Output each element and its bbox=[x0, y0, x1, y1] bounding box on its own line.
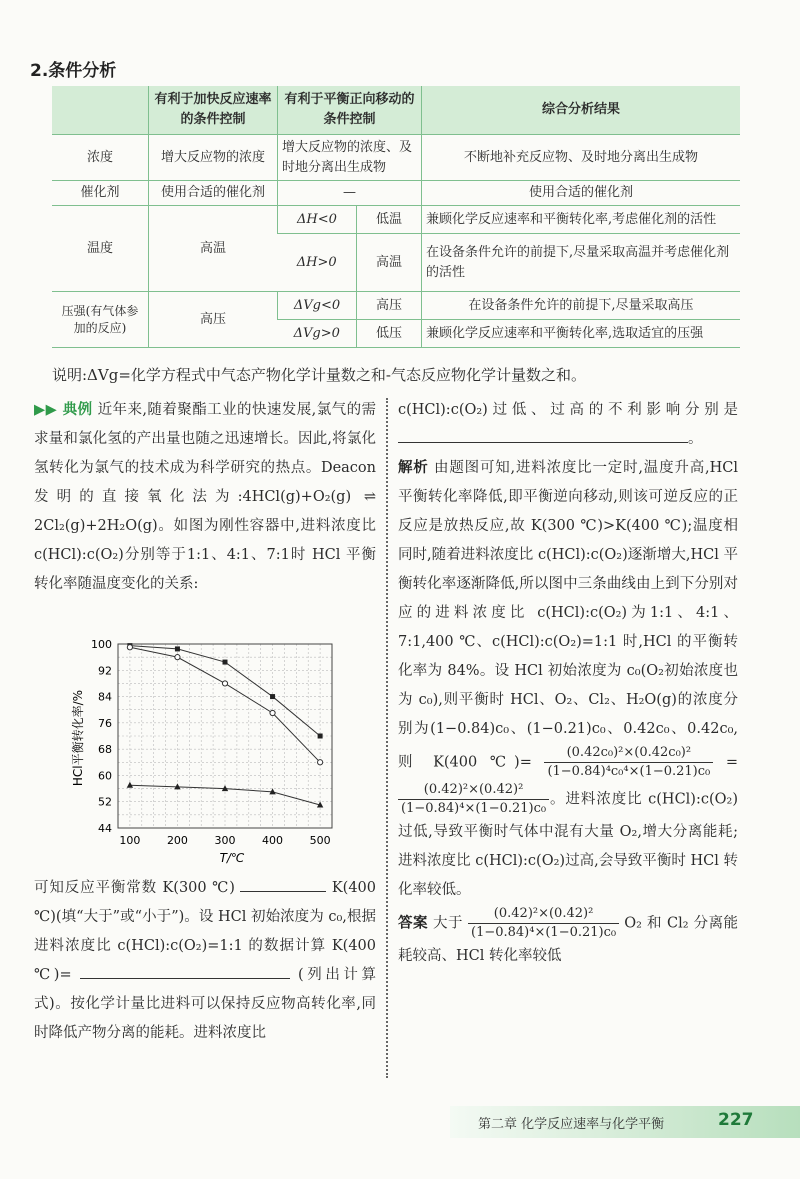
table-row bbox=[52, 292, 740, 320]
data-point bbox=[270, 710, 275, 715]
cell: 高温 bbox=[357, 234, 422, 292]
right-column bbox=[398, 396, 738, 971]
cell: 在设备条件允许的前提下,尽量采取高压 bbox=[422, 292, 741, 320]
header-result: 综合分析结果 bbox=[422, 86, 741, 135]
column-divider bbox=[386, 398, 388, 1078]
x-tick-label: 100 bbox=[119, 834, 141, 847]
cell: ΔH<0 bbox=[278, 206, 357, 234]
series-line-1 bbox=[130, 646, 320, 736]
table-row bbox=[52, 135, 740, 181]
data-point bbox=[223, 660, 228, 665]
equals: = bbox=[725, 754, 738, 771]
example-label: ▶▶ 典例 bbox=[34, 402, 93, 418]
answer-part-1: 大于 bbox=[433, 915, 463, 932]
header-rate: 有利于加快反应速率的条件控制 bbox=[149, 86, 278, 135]
answer-fraction: $\frac{\text{(0.42)²×(0.42)²}}{\text{(1−0.84)⁴×(1−0.21)c₀}}$ bbox=[468, 905, 619, 942]
x-tick-label: 400 bbox=[262, 834, 284, 847]
data-point bbox=[175, 655, 180, 660]
example-text: 近年来,随着聚酯工业的快速发展,氯气的需求量和氯化氢的产出量也随之迅速增长。因此,将氯化氢转化为氯气的技术成为科学研究的热点。Deacon 发明的直接氧化法为:4HCl(g)+O₂(g) ⇌ 2Cl₂(g)+2H₂O(g)。如图为刚性容器中,进料浓度比 c(HCl):c(O₂)分别等于1:1、4:1、7:1时 HCl 平衡转化率随温度变化的关系: bbox=[34, 402, 377, 592]
example-column-top bbox=[34, 396, 376, 599]
y-tick-label: 52 bbox=[98, 795, 112, 809]
data-point bbox=[222, 681, 227, 686]
y-tick-label: 68 bbox=[98, 743, 112, 757]
cell: 增大反应物的浓度 bbox=[149, 135, 278, 181]
table-row bbox=[52, 206, 740, 234]
cell: 在设备条件允许的前提下,尽量采取高温并考虑催化剂的活性 bbox=[422, 234, 741, 292]
x-axis-label: T/℃ bbox=[219, 851, 245, 865]
row-label: 浓度 bbox=[52, 135, 149, 181]
y-tick-label: 76 bbox=[98, 716, 112, 730]
row-label: 催化剂 bbox=[52, 181, 149, 206]
cell: 使用合适的催化剂 bbox=[422, 181, 741, 206]
analysis-text-2: 。进料浓度比 c(HCl):c(O₂)过低,导致平衡时气体中混有大量 O₂,增大分离能耗;进料浓度比 c(HCl):c(O₂)过高,会导致平衡时 HCl 转化率较低。 bbox=[398, 791, 738, 898]
answer-blank-3[interactable] bbox=[398, 426, 688, 443]
cell: 低压 bbox=[357, 320, 422, 348]
y-tick-label: 44 bbox=[98, 822, 112, 835]
cell: 不断地补充反应物、及时地分离出生成物 bbox=[422, 135, 741, 181]
example-text-3a: c(HCl):c(O₂)过低、过高的不利影响分别是 bbox=[398, 402, 738, 418]
x-tick-label: 300 bbox=[214, 834, 236, 847]
cell: 高温 bbox=[149, 206, 278, 292]
y-tick-label: 84 bbox=[98, 690, 112, 704]
cell: ΔVg>0 bbox=[278, 320, 357, 348]
x-tick-label: 500 bbox=[309, 834, 331, 847]
cell: 兼顾化学反应速率和平衡转化率,考虑催化剂的活性 bbox=[422, 206, 741, 234]
y-axis-label: HCl平衡转化率/% bbox=[71, 689, 85, 787]
answer-part-3: 和 Cl₂ 分离能耗较高、HCl 转化率较低 bbox=[398, 915, 739, 964]
section-title: 2.条件分析 bbox=[30, 61, 117, 81]
data-point bbox=[175, 646, 180, 651]
y-tick-label: 60 bbox=[98, 769, 112, 783]
fraction-2: $\frac{\text{(0.42)²×(0.42)²}}{\text{(1−0.84)⁴×(1−0.21)c₀}}$ bbox=[398, 781, 549, 818]
example-text-2c: (列出计算式)。按化学计量比进料可以保持反应物高转化率,同时降低产物分离的能耗。进料浓度比 bbox=[34, 967, 377, 1041]
row-label: 温度 bbox=[52, 206, 149, 292]
data-point bbox=[270, 694, 275, 699]
page-footer bbox=[450, 1106, 800, 1138]
cell: ΔH>0 bbox=[278, 234, 357, 292]
header-equilibrium: 有利于平衡正向移动的条件控制 bbox=[278, 86, 422, 135]
chart-grid bbox=[118, 644, 332, 828]
x-tick-label: 200 bbox=[166, 834, 188, 847]
example-text-2b: K(400 ℃)(填“大于”或“小于”)。设 HCl 初始浓度为 c₀,根据进料浓度比 c(HCl):c(O₂)=1:1 的数据计算 K(400 ℃)= bbox=[34, 880, 376, 983]
example-text-2a: 可知反应平衡常数 K(300 ℃) bbox=[34, 880, 235, 896]
table-row bbox=[52, 181, 740, 206]
conversion-chart bbox=[60, 630, 360, 870]
table-note: 说明:ΔVg=化学方程式中气态产物化学计量数之和-气态反应物化学计量数之和。 bbox=[52, 366, 586, 384]
data-point bbox=[318, 760, 323, 765]
cell: 高压 bbox=[357, 292, 422, 320]
chart-axes bbox=[91, 638, 332, 847]
cell: — bbox=[278, 181, 422, 206]
table-header-row bbox=[52, 86, 740, 135]
analysis-text: 由题图可知,进料浓度比一定时,温度升高,HCl 平衡转化率降低,即平衡逆向移动,则该可逆反应的正反应是放热反应,故 K(300 ℃)>K(400 ℃);温度相同时,随着进料浓度比 c(HCl):c(O₂)逐渐增大,HCl 平衡转化率逐渐降低,所以图中三条曲线由上到下分别对应的进料浓度比 c(HCl):c(O₂)为1:1、4:1、7:1,400 ℃、c(HCl):c(O₂)=1:1 时,HCl 的平衡转化率为 84%。设 HCl 初始浓度为 c₀(O₂初始浓度也为 c₀),则平衡时 HCl、O₂、Cl₂、H₂O(g)的浓度分别为(1−0.84)c₀、(1−0.21)c₀、0.42c₀、0.42c₀,则 K(400 ℃)= bbox=[398, 460, 739, 771]
period: 。 bbox=[688, 431, 703, 447]
analysis-label: 解析 bbox=[398, 460, 429, 476]
page-number: 227 bbox=[718, 1110, 754, 1130]
answer-label: 答案 bbox=[398, 915, 428, 932]
header-blank bbox=[52, 86, 149, 135]
row-label: 压强(有气体参加的反应) bbox=[52, 292, 149, 348]
cell: 高压 bbox=[149, 292, 278, 348]
answer-part-2: O₂ bbox=[624, 915, 642, 932]
condition-table bbox=[52, 86, 740, 348]
y-tick-label: 100 bbox=[91, 638, 112, 651]
data-point bbox=[127, 782, 133, 788]
chapter-title: 第二章 化学反应速率与化学平衡 bbox=[478, 1117, 665, 1132]
data-point bbox=[318, 734, 323, 739]
cell: 兼顾化学反应速率和平衡转化率,选取适宜的压强 bbox=[422, 320, 741, 348]
answer-blank-2[interactable] bbox=[80, 962, 290, 979]
y-tick-label: 92 bbox=[98, 664, 112, 678]
cell: 增大反应物的浓度、及时地分离出生成物 bbox=[278, 135, 422, 181]
cell: 低温 bbox=[357, 206, 422, 234]
cell: 使用合适的催化剂 bbox=[149, 181, 278, 206]
data-point bbox=[127, 645, 132, 650]
cell: ΔVg<0 bbox=[278, 292, 357, 320]
fraction-1: $\frac{\text{(0.42c₀)²×(0.42c₀)²}}{\text{(1−0.84)⁴c₀⁴×(1−0.21)c₀}}$ bbox=[544, 744, 713, 781]
example-column-bottom bbox=[34, 874, 376, 1048]
answer-blank-1[interactable] bbox=[240, 875, 326, 892]
